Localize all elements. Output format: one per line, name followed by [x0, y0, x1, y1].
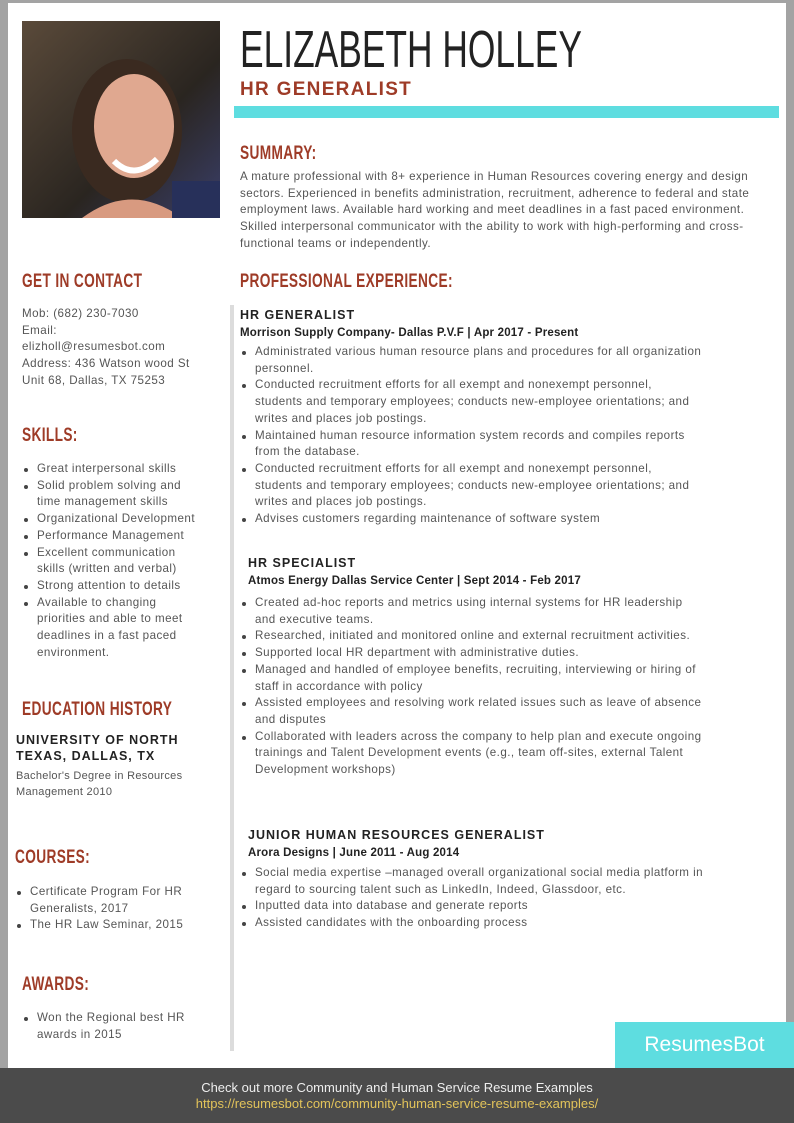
- skill-item: Great interpersonal skills: [22, 461, 227, 478]
- skills-list: [22, 461, 227, 661]
- job-bullet: Researched, initiated and monitored online and external recruitment activities.: [240, 628, 702, 645]
- contact-heading: GET IN CONTACT: [22, 271, 143, 292]
- skill-item: Strong attention to details: [22, 578, 227, 595]
- contact-info: [22, 306, 227, 390]
- summary-text: A mature professional with 8+ experience in Human Resources covering energy and design sectors. Experienced in benefits administration, recruitment, adherence to federal and state employment laws. Available hard working and meet deadlines in a fast paced environment. Skilled interpersonal communicator with the ability to work with high-performing and cross-functional teams or independently.: [240, 170, 750, 250]
- courses-heading: COURSES:: [15, 847, 91, 868]
- courses-list: [15, 884, 215, 934]
- job-title: HR GENERALIST: [240, 308, 356, 322]
- course-item: The HR Law Seminar, 2015: [15, 917, 215, 934]
- contact-email[interactable]: elizholl@resumesbot.com: [22, 340, 166, 354]
- award-item: Won the Regional best HR awards in 2015: [22, 1010, 212, 1043]
- skill-item: Solid problem solving and time management skills: [22, 478, 227, 511]
- job-bullet: Social media expertise –managed overall organizational social media platform in regard to sourcing talent such as LinkedIn, Indeed, Glassdoor, etc.: [240, 865, 710, 898]
- candidate-name: ELIZABETH HOLLEY: [240, 21, 582, 79]
- summary-heading: SUMMARY:: [240, 143, 317, 164]
- footer-text: Check out more Community and Human Service Resume Examples: [201, 1080, 593, 1095]
- job-bullet: Assisted candidates with the onboarding process: [240, 915, 710, 932]
- job-bullets: [240, 344, 710, 528]
- awards-heading: AWARDS:: [22, 974, 90, 995]
- contact-address-2: Unit 68, Dallas, TX 75253: [22, 373, 166, 387]
- contact-email-label: Email:: [22, 323, 57, 337]
- job-bullet: Collaborated with leaders across the company to help plan and execute ongoing trainings and Talent Development events (e.g., team off-sites, external Talent Development workshops): [240, 729, 702, 779]
- job-bullet: Advises customers regarding maintenance of software system: [240, 511, 702, 528]
- job-bullet: Conducted recruitment efforts for all exempt and nonexempt personnel, students and temporary employees; conducts new-employee orientations; and writes and places job postings.: [240, 461, 702, 511]
- job-bullets: [240, 865, 710, 932]
- brand-badge[interactable]: ResumesBot: [615, 1022, 794, 1068]
- job-bullet: Created ad-hoc reports and metrics using internal systems for HR leadership and executive teams.: [240, 595, 702, 628]
- skill-item: Performance Management: [22, 528, 227, 545]
- job-company: Morrison Supply Company- Dallas P.V.F | Apr 2017 - Present: [240, 327, 579, 339]
- job-bullet: Administrated various human resource plans and procedures for all organization personnel.: [240, 344, 702, 377]
- job-title: HR SPECIALIST: [248, 556, 357, 570]
- skills-heading: SKILLS:: [22, 425, 78, 446]
- job-bullets: [240, 595, 710, 779]
- profile-photo: [22, 21, 220, 218]
- job-title: JUNIOR HUMAN RESOURCES GENERALIST: [248, 828, 545, 842]
- job-entry: [240, 308, 710, 528]
- footer-bar: [0, 1068, 794, 1123]
- footer-link[interactable]: https://resumesbot.com/community-human-service-resume-examples/: [195, 1096, 599, 1111]
- course-item: Certificate Program For HR Generalists, 2017: [15, 884, 215, 917]
- accent-bar: [234, 106, 779, 118]
- skill-item: Available to changing priorities and able to meet deadlines in a fast paced environment.: [22, 595, 227, 662]
- job-entry: [240, 556, 710, 779]
- job-bullet: Inputted data into database and generate reports: [240, 898, 710, 915]
- skill-item: Organizational Development: [22, 511, 227, 528]
- experience-heading: PROFESSIONAL EXPERIENCE:: [240, 271, 453, 292]
- contact-address: Address: 436 Watson wood St: [22, 357, 190, 371]
- candidate-title: HR GENERALIST: [240, 79, 413, 100]
- contact-phone: Mob: (682) 230-7030: [22, 307, 139, 320]
- education-heading: EDUCATION HISTORY: [22, 699, 173, 720]
- job-company: Atmos Energy Dallas Service Center | Sept 2014 - Feb 2017: [248, 575, 581, 587]
- job-company: Arora Designs | June 2011 - Aug 2014: [248, 847, 460, 859]
- education-school: UNIVERSITY OF NORTH TEXAS, DALLAS, TX: [16, 733, 179, 763]
- job-bullet: Conducted recruitment efforts for all exempt and nonexempt personnel, students and temporary employees; conducts new-employee orientations; and writes and places job postings.: [240, 377, 702, 427]
- job-bullet: Managed and handled of employee benefits, recruiting, interviewing or hiring of staff in accordance with policy: [240, 662, 702, 695]
- education-degree: Bachelor's Degree in Resources Management 2010: [16, 770, 183, 798]
- job-entry: [240, 828, 710, 932]
- column-divider: [230, 305, 234, 1051]
- awards-list: [22, 1010, 212, 1043]
- job-bullet: Maintained human resource information system records and compiles reports from the database.: [240, 428, 702, 461]
- job-bullet: Supported local HR department with administrative duties.: [240, 645, 702, 662]
- skill-item: Excellent communication skills (written and verbal): [22, 545, 227, 578]
- job-bullet: Assisted employees and resolving work related issues such as leave of absence and disputes: [240, 695, 702, 728]
